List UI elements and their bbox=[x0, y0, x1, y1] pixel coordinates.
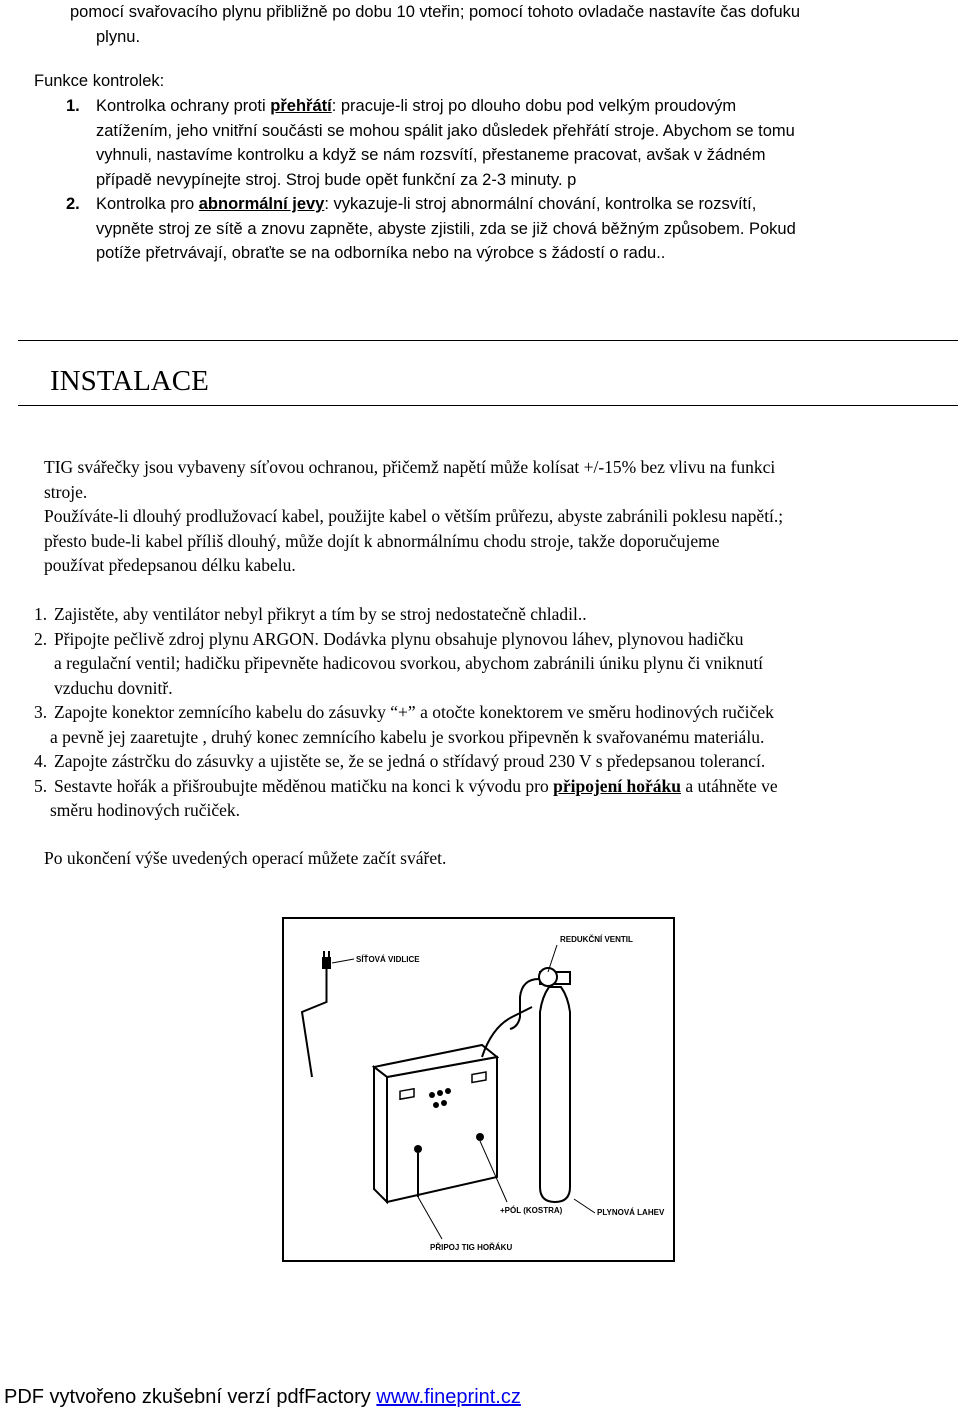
label-bottle: PLYNOVÁ LAHEV bbox=[597, 1208, 665, 1217]
footer-text: PDF vytvořeno zkušební verzí pdfFactory bbox=[4, 1386, 377, 1408]
step-text: Zajistěte, aby ventilátor nebyl přikryt a tím by se stroj nedostatečně chladil.. bbox=[54, 604, 587, 624]
item-number: 2. bbox=[66, 195, 80, 213]
label-plug: SÍŤOVÁ VIDLICE bbox=[356, 955, 420, 964]
intro-line: pomocí svařovacího plynu přibližně po dobu 10 vteřin; pomocí tohoto ovladače nastavíte čas dofuku bbox=[70, 3, 801, 21]
step-text: Připojte pečlivě zdroj plynu ARGON. Dodávka plynu obsahuje plynovou láhev, plynovou hadičku bbox=[54, 628, 744, 649]
indicator-item-2 bbox=[66, 192, 946, 266]
paragraph-line: stroje. bbox=[44, 481, 88, 502]
step-number: 2. bbox=[34, 628, 48, 649]
section-heading: INSTALACE bbox=[50, 365, 209, 397]
item-text: : pracuje-li stroj po dlouho dobu pod velkým proudovým bbox=[331, 97, 737, 115]
label-pole: +PÓL (KOSTRA) bbox=[500, 1206, 563, 1215]
step-text: a utáhněte ve bbox=[681, 775, 778, 796]
paragraph-line: TIG svářečky jsou vybaveny síťovou ochranou, přičemž napětí může kolísat +/-15% bez vlivu na funkci bbox=[44, 457, 776, 477]
step-4 bbox=[34, 749, 954, 774]
item-text: vypněte stroj ze sítě a znovu zapněte, abyste zjistili, zda se již chová běžným způsobem. Pokud bbox=[96, 219, 796, 238]
label-torch: PŘIPOJ TIG HOŘÁKU bbox=[430, 1243, 513, 1252]
paragraph-line: používat předepsanou délku kabelu. bbox=[44, 555, 296, 575]
installation-diagram bbox=[282, 917, 675, 1262]
item-text: Kontrolka ochrany proti bbox=[96, 97, 271, 115]
step-number: 5. bbox=[34, 775, 48, 796]
install-paragraph-1 bbox=[44, 455, 954, 504]
intro-paragraph bbox=[70, 0, 800, 49]
paragraph-line: přesto bude-li kabel příliš dlouhý, může dojít k abnormálnímu chodu stroje, takže doporučujeme bbox=[44, 530, 720, 551]
step-text: vzduchu dovnitř. bbox=[54, 677, 173, 698]
item-text: : vykazuje-li stroj abnormální chování, kontrolka se rozsvítí, bbox=[324, 195, 757, 213]
paragraph-line: Používáte-li dlouhý prodlužovací kabel, použijte kabel o větším průřezu, abyste zabránili poklesu napětí.; bbox=[44, 506, 784, 526]
step-2 bbox=[34, 627, 954, 701]
install-paragraph-2 bbox=[44, 504, 954, 578]
label-valve: REDUKČNÍ VENTIL bbox=[560, 935, 633, 944]
item-text: vyhnuli, nastavíme kontrolku a když se nám rozsvítí, přestaneme pracovat, avšak v žádném bbox=[96, 146, 766, 164]
indicator-item-1 bbox=[66, 94, 946, 192]
item-text: zatížením, jeho vnitřní součásti se mohou spálit jako důsledek přehřátí stroje. Abychom se tomu bbox=[96, 121, 795, 140]
closing-sentence: Po ukončení výše uvedených operací můžete začít svářet. bbox=[44, 848, 447, 868]
term-abnormal: abnormální jevy bbox=[198, 195, 325, 213]
section-rule-bottom bbox=[18, 405, 958, 406]
step-text: Zapojte zástrčku do zásuvky a ujistěte se, že se jedná o střídavý proud 230 V s předepsanou tolerancí. bbox=[54, 751, 766, 771]
footer-link[interactable]: www.fineprint.cz bbox=[376, 1386, 521, 1408]
section-rule-top bbox=[18, 340, 958, 341]
step-5 bbox=[34, 774, 954, 823]
step-number: 4. bbox=[34, 751, 48, 771]
step-text: Sestavte hořák a přišroubujte měděnou matičku na konci k vývodu pro bbox=[54, 775, 554, 796]
item-text: potíže přetrvávají, obraťte se na odborníka nebo na výrobce s žádostí o radu.. bbox=[96, 244, 666, 262]
item-text: Kontrolka pro bbox=[96, 195, 199, 213]
step-text: a pevně jej zaaretujte , druhý konec zemnícího kabelu je svorkou připevněn k svařovanému materiálu. bbox=[50, 726, 765, 747]
step-1 bbox=[34, 602, 954, 627]
step-number: 1. bbox=[34, 604, 48, 624]
pdf-footer bbox=[4, 1384, 521, 1410]
item-text: případě nevypínejte stroj. Stroj bude opět funkční za 2-3 minuty. p bbox=[96, 170, 577, 189]
indicators-title: Funkce kontrolek: bbox=[34, 72, 165, 90]
term-overheat: přehřátí bbox=[270, 97, 332, 115]
step-text: Zapojte konektor zemnícího kabelu do zásuvky “+” a otočte konektorem ve směru hodinových ručiček bbox=[54, 702, 774, 722]
term-torch-connection: připojení hořáku bbox=[553, 775, 681, 796]
step-3 bbox=[34, 700, 954, 749]
step-number: 3. bbox=[34, 702, 48, 722]
item-number: 1. bbox=[66, 97, 80, 115]
intro-line: plynu. bbox=[96, 27, 141, 46]
install-steps bbox=[34, 602, 954, 823]
step-text: a regulační ventil; hadičku připevněte hadicovou svorkou, abychom zabránili úniku plynu či vniknutí bbox=[54, 653, 764, 673]
step-text: směru hodinových ručiček. bbox=[50, 800, 241, 820]
